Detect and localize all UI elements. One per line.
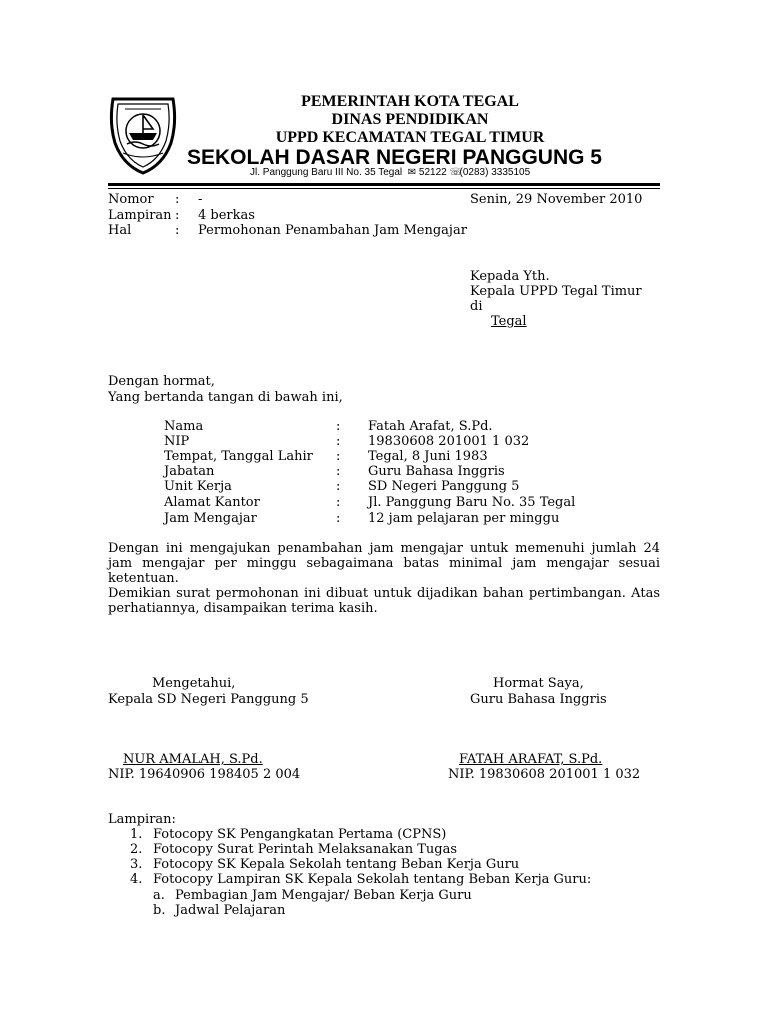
address-text: Jl. Panggung Baru III No. 35 Tegal	[250, 167, 403, 178]
attachment-num: 1.	[130, 827, 143, 842]
identity-label-alamat: Alamat Kantor	[164, 495, 260, 510]
identity-label-nama: Nama	[164, 419, 204, 434]
recipient-city: Tegal	[491, 314, 527, 329]
identity-value-unit: SD Negeri Panggung 5	[368, 479, 520, 494]
attachment-item: Fotocopy Surat Perintah Melaksanakan Tugas	[153, 842, 458, 857]
sign-right-regards: Hormat Saya,	[493, 676, 584, 691]
identity-label-nip: NIP	[164, 434, 190, 449]
identity-value-alamat: Jl. Panggung Baru No. 35 Tegal	[368, 495, 576, 510]
nomor-colon: :	[175, 192, 180, 207]
hal-value: Permohonan Penambahan Jam Mengajar	[198, 223, 467, 238]
phone-icon: ☏	[449, 167, 463, 178]
sign-left-name: NUR AMALAH, S.Pd.	[123, 752, 263, 767]
sign-left-nip: NIP. 19640906 198405 2 004	[108, 767, 301, 782]
identity-label-jabatan: Jabatan	[164, 464, 215, 479]
identity-value-ttl: Tegal, 8 Juni 1983	[368, 449, 488, 464]
attachment-num: 2.	[130, 842, 143, 857]
identity-value-jam: 12 jam pelajaran per minggu	[368, 511, 560, 526]
attachment-item: Fotocopy Lampiran SK Kepala Sekolah tentang Beban Kerja Guru:	[153, 872, 592, 887]
identity-colon: :	[336, 464, 341, 479]
attachment-sub-item: Jadwal Pelajaran	[175, 903, 286, 918]
attachment-item: Fotocopy SK Kepala Sekolah tentang Beban Kerja Guru	[153, 857, 520, 872]
hal-colon: :	[175, 223, 180, 238]
sign-right-position: Guru Bahasa Inggris	[470, 692, 607, 707]
attachment-num: 4.	[130, 872, 143, 887]
identity-label-unit: Unit Kerja	[164, 479, 232, 494]
identity-colon: :	[336, 495, 341, 510]
lampiran-label: Lampiran	[108, 208, 172, 223]
body-paragraph-request: Dengan ini mengajukan penambahan jam mengajar untuk memenuhi jumlah 24 jam mengajar per minggu sebagaimana batas minimal jam mengajar sesuai ketentuan.	[108, 541, 660, 586]
lampiran-colon: :	[175, 208, 180, 223]
greeting: Dengan hormat,	[108, 374, 215, 389]
letterhead-department: DINAS PENDIDIKAN	[331, 111, 489, 128]
lampiran-value: 4 berkas	[198, 208, 255, 223]
letterhead-uppd: UPPD KECAMATAN TEGAL TIMUR	[275, 129, 545, 146]
hal-label: Hal	[108, 223, 132, 238]
postal-icon: ✉	[407, 167, 417, 178]
letterhead-government: PEMERINTAH KOTA TEGAL	[301, 93, 519, 110]
letterhead-rule-thick	[108, 183, 660, 186]
attachments-heading: Lampiran:	[108, 812, 176, 827]
identity-colon: :	[336, 479, 341, 494]
phone-number: (0283) 3335105	[459, 167, 531, 178]
recipient-di: di	[470, 299, 483, 314]
attachment-item: Fotocopy SK Pengangkatan Pertama (CPNS)	[153, 827, 447, 842]
recipient-title: Kepala UPPD Tegal Timur	[470, 284, 642, 299]
regional-emblem-logo	[105, 93, 181, 177]
letterhead-school-name: SEKOLAH DASAR NEGERI PANGGUNG 5	[187, 146, 602, 169]
letterhead-address-line	[250, 167, 530, 179]
identity-colon: :	[336, 434, 341, 449]
attachment-sub-letter: a.	[153, 888, 165, 903]
recipient-salutation: Kepada Yth.	[470, 269, 550, 284]
identity-value-jabatan: Guru Bahasa Inggris	[368, 464, 505, 479]
nomor-label: Nomor	[108, 192, 154, 207]
sign-right-name: FATAH ARAFAT, S.Pd.	[459, 752, 603, 767]
attachment-sub-letter: b.	[153, 903, 166, 918]
letter-date: Senin, 29 November 2010	[470, 192, 643, 207]
sign-left-acknowledge: Mengetahui,	[152, 676, 236, 691]
identity-label-ttl: Tempat, Tanggal Lahir	[164, 449, 313, 464]
sign-left-position: Kepala SD Negeri Panggung 5	[108, 692, 309, 707]
identity-value-nama: Fatah Arafat, S.Pd.	[368, 419, 493, 434]
identity-label-jam: Jam Mengajar	[164, 511, 257, 526]
letterhead-rule-thin	[108, 188, 660, 189]
nomor-value: -	[198, 192, 203, 207]
sign-right-nip: NIP. 19830608 201001 1 032	[448, 767, 641, 782]
body-paragraph-closing: Demikian surat permohonan ini dibuat untuk dijadikan bahan pertimbangan. Atas perhatiannya, disampaikan terima kasih.	[108, 586, 660, 616]
identity-colon: :	[336, 511, 341, 526]
attachment-num: 3.	[130, 857, 143, 872]
intro-line: Yang bertanda tangan di bawah ini,	[108, 390, 343, 405]
identity-value-nip: 19830608 201001 1 032	[368, 434, 530, 449]
postal-code: 52122	[418, 167, 447, 178]
identity-colon: :	[336, 449, 341, 464]
identity-colon: :	[336, 419, 341, 434]
attachment-sub-item: Pembagian Jam Mengajar/ Beban Kerja Guru	[175, 888, 472, 903]
